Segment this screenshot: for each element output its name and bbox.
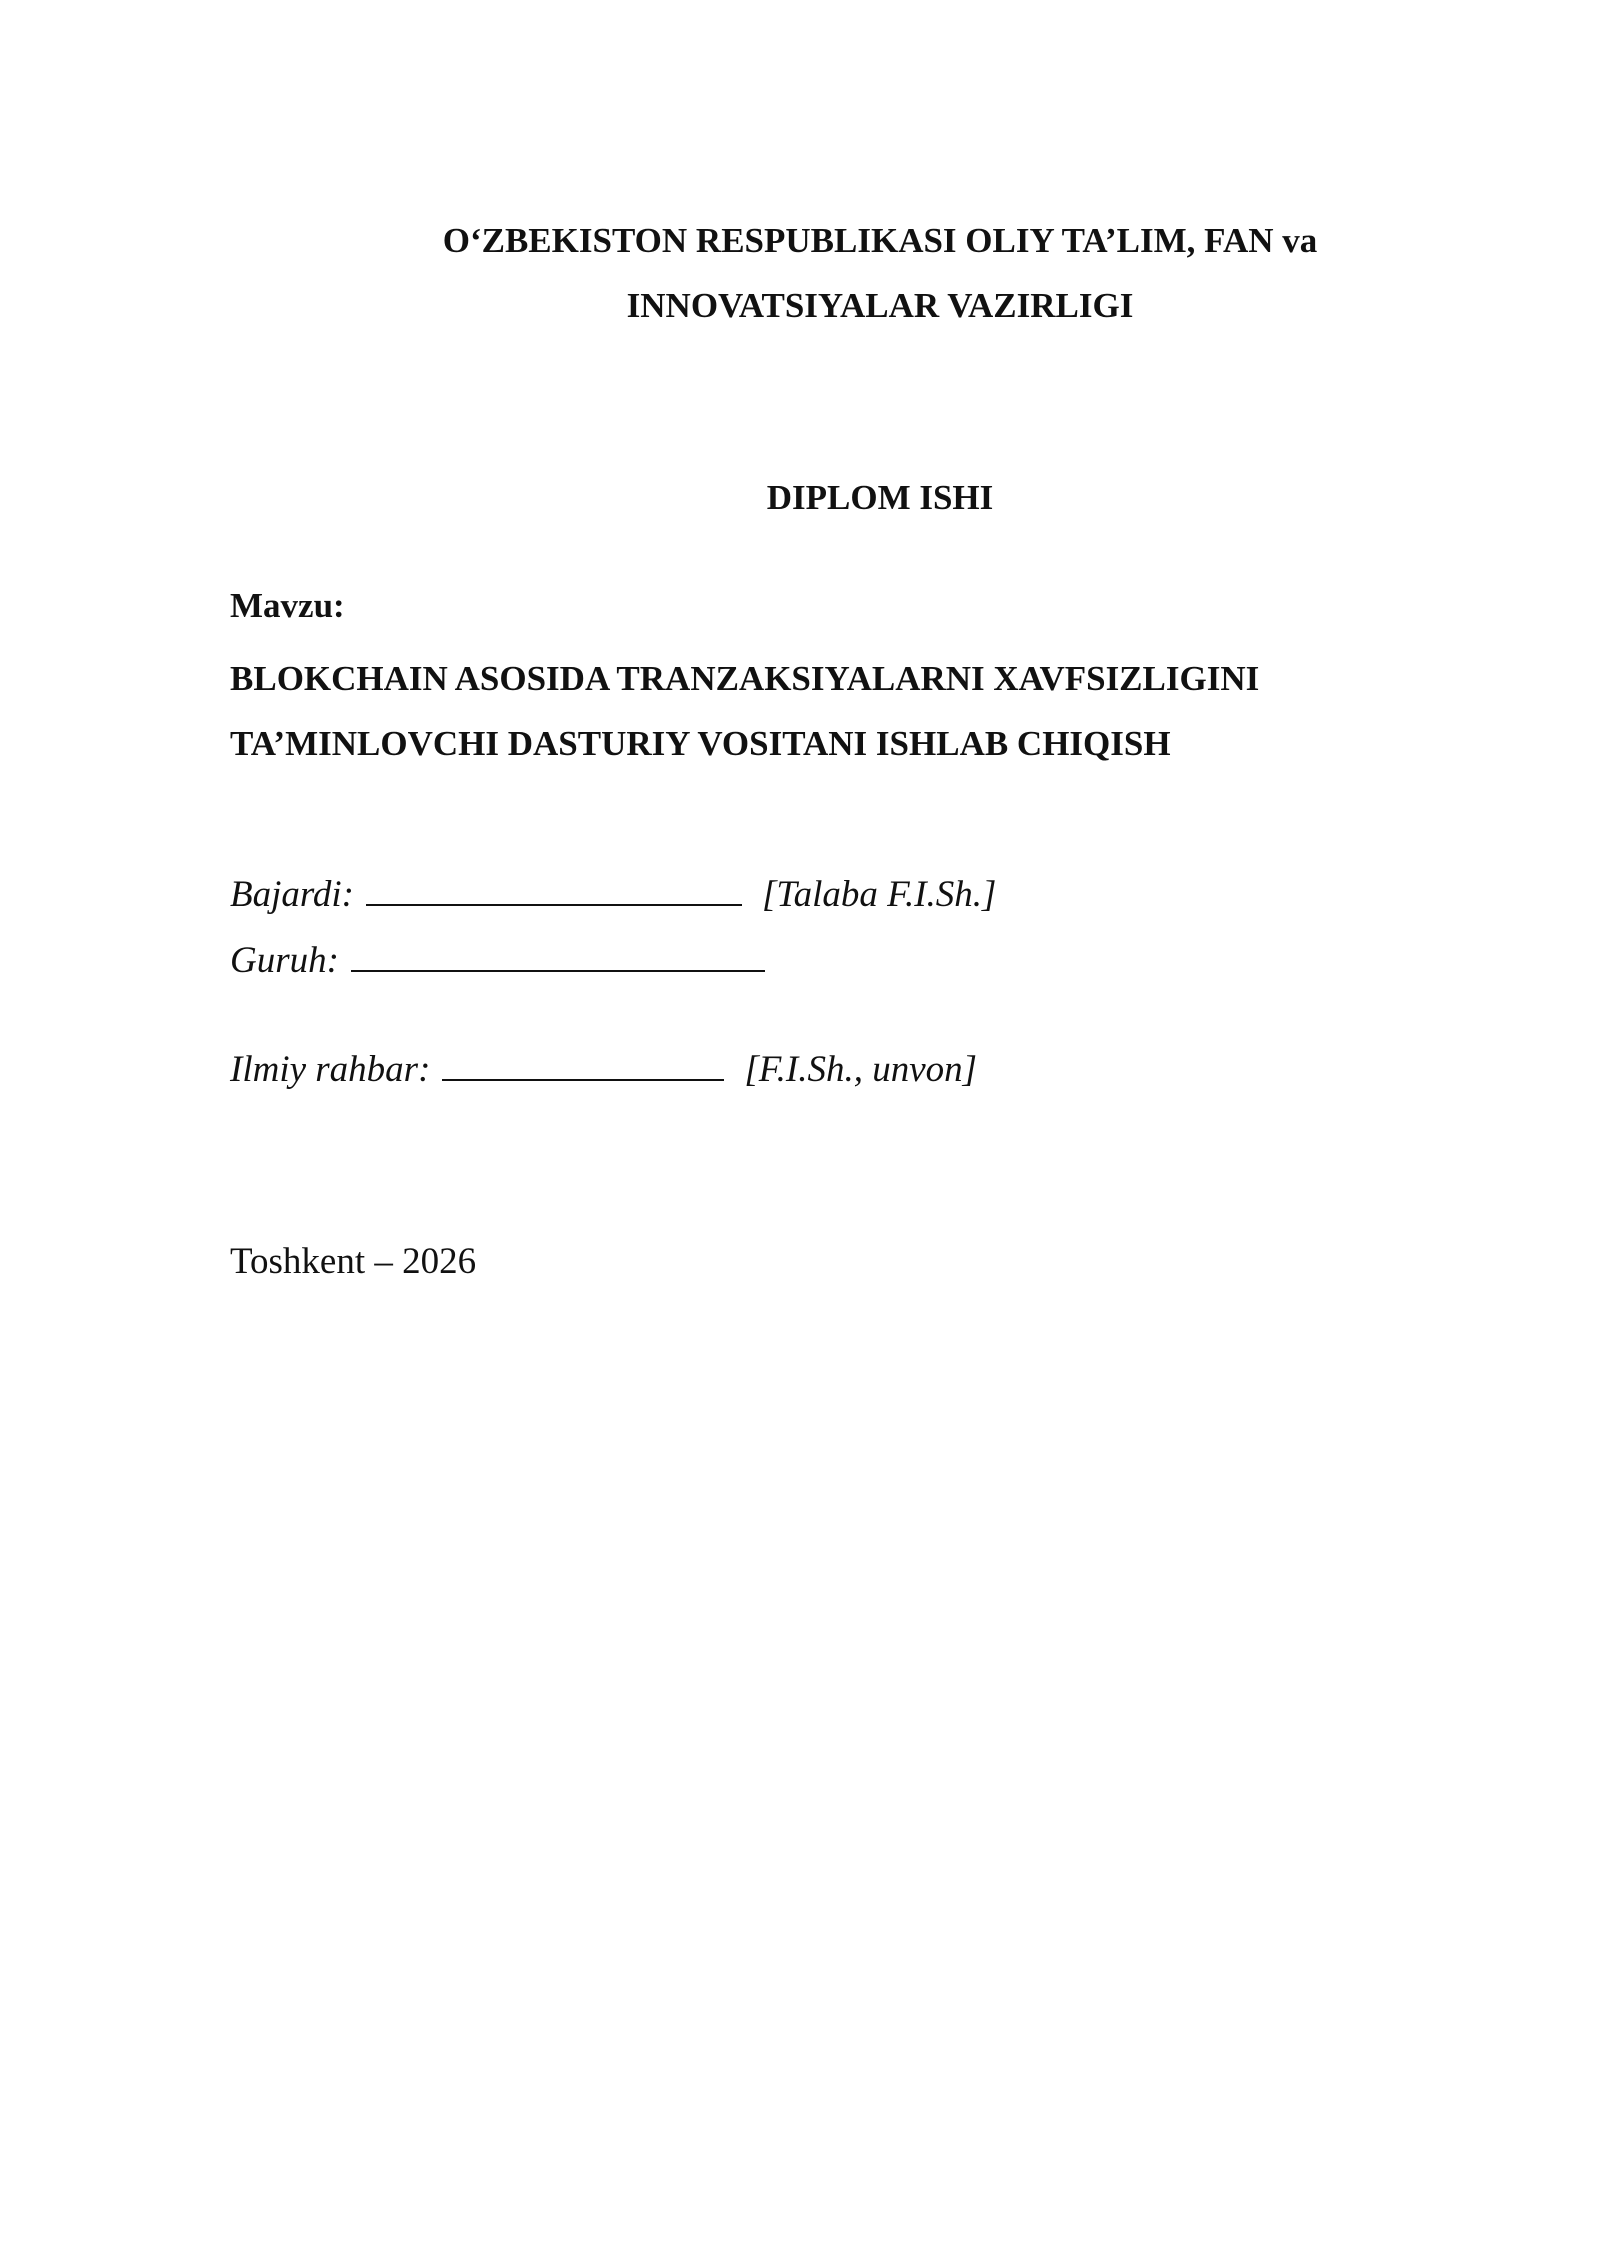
supervisor-name-blank xyxy=(442,1043,724,1081)
topic-title-line-1: BLOKCHAIN ASOSIDA TRANZAKSIYALARNI XAVFSIZLIGINI xyxy=(230,659,1260,698)
group-field xyxy=(230,934,765,982)
group-blank xyxy=(351,934,765,972)
supervisor-label: Ilmiy rahbar: xyxy=(230,1049,431,1090)
student-field xyxy=(230,868,996,916)
supervisor-field xyxy=(230,1043,977,1091)
group-label: Guruh: xyxy=(230,940,339,981)
student-placeholder: [Talaba F.I.Sh.] xyxy=(762,874,997,915)
topic-label: Mavzu: xyxy=(230,586,345,625)
student-name-blank xyxy=(366,868,742,906)
ministry-heading-line-2: INNOVATSIYALAR VAZIRLIGI xyxy=(626,286,1134,325)
ministry-heading xyxy=(230,208,1530,338)
student-label: Bajardi: xyxy=(230,874,355,915)
topic-title-line-2: TA’MINLOVCHI DASTURIY VOSITANI ISHLAB CHIQISH xyxy=(230,724,1171,763)
city-year: Toshkent – 2026 xyxy=(230,1241,477,1282)
topic-title xyxy=(230,646,1430,776)
ministry-heading-line-1: O‘ZBEKISTON RESPUBLIKASI OLIY TA’LIM, FAN va xyxy=(442,221,1318,260)
document-type-title: DIPLOM ISHI xyxy=(766,478,994,517)
supervisor-placeholder: [F.I.Sh., unvon] xyxy=(744,1049,978,1090)
